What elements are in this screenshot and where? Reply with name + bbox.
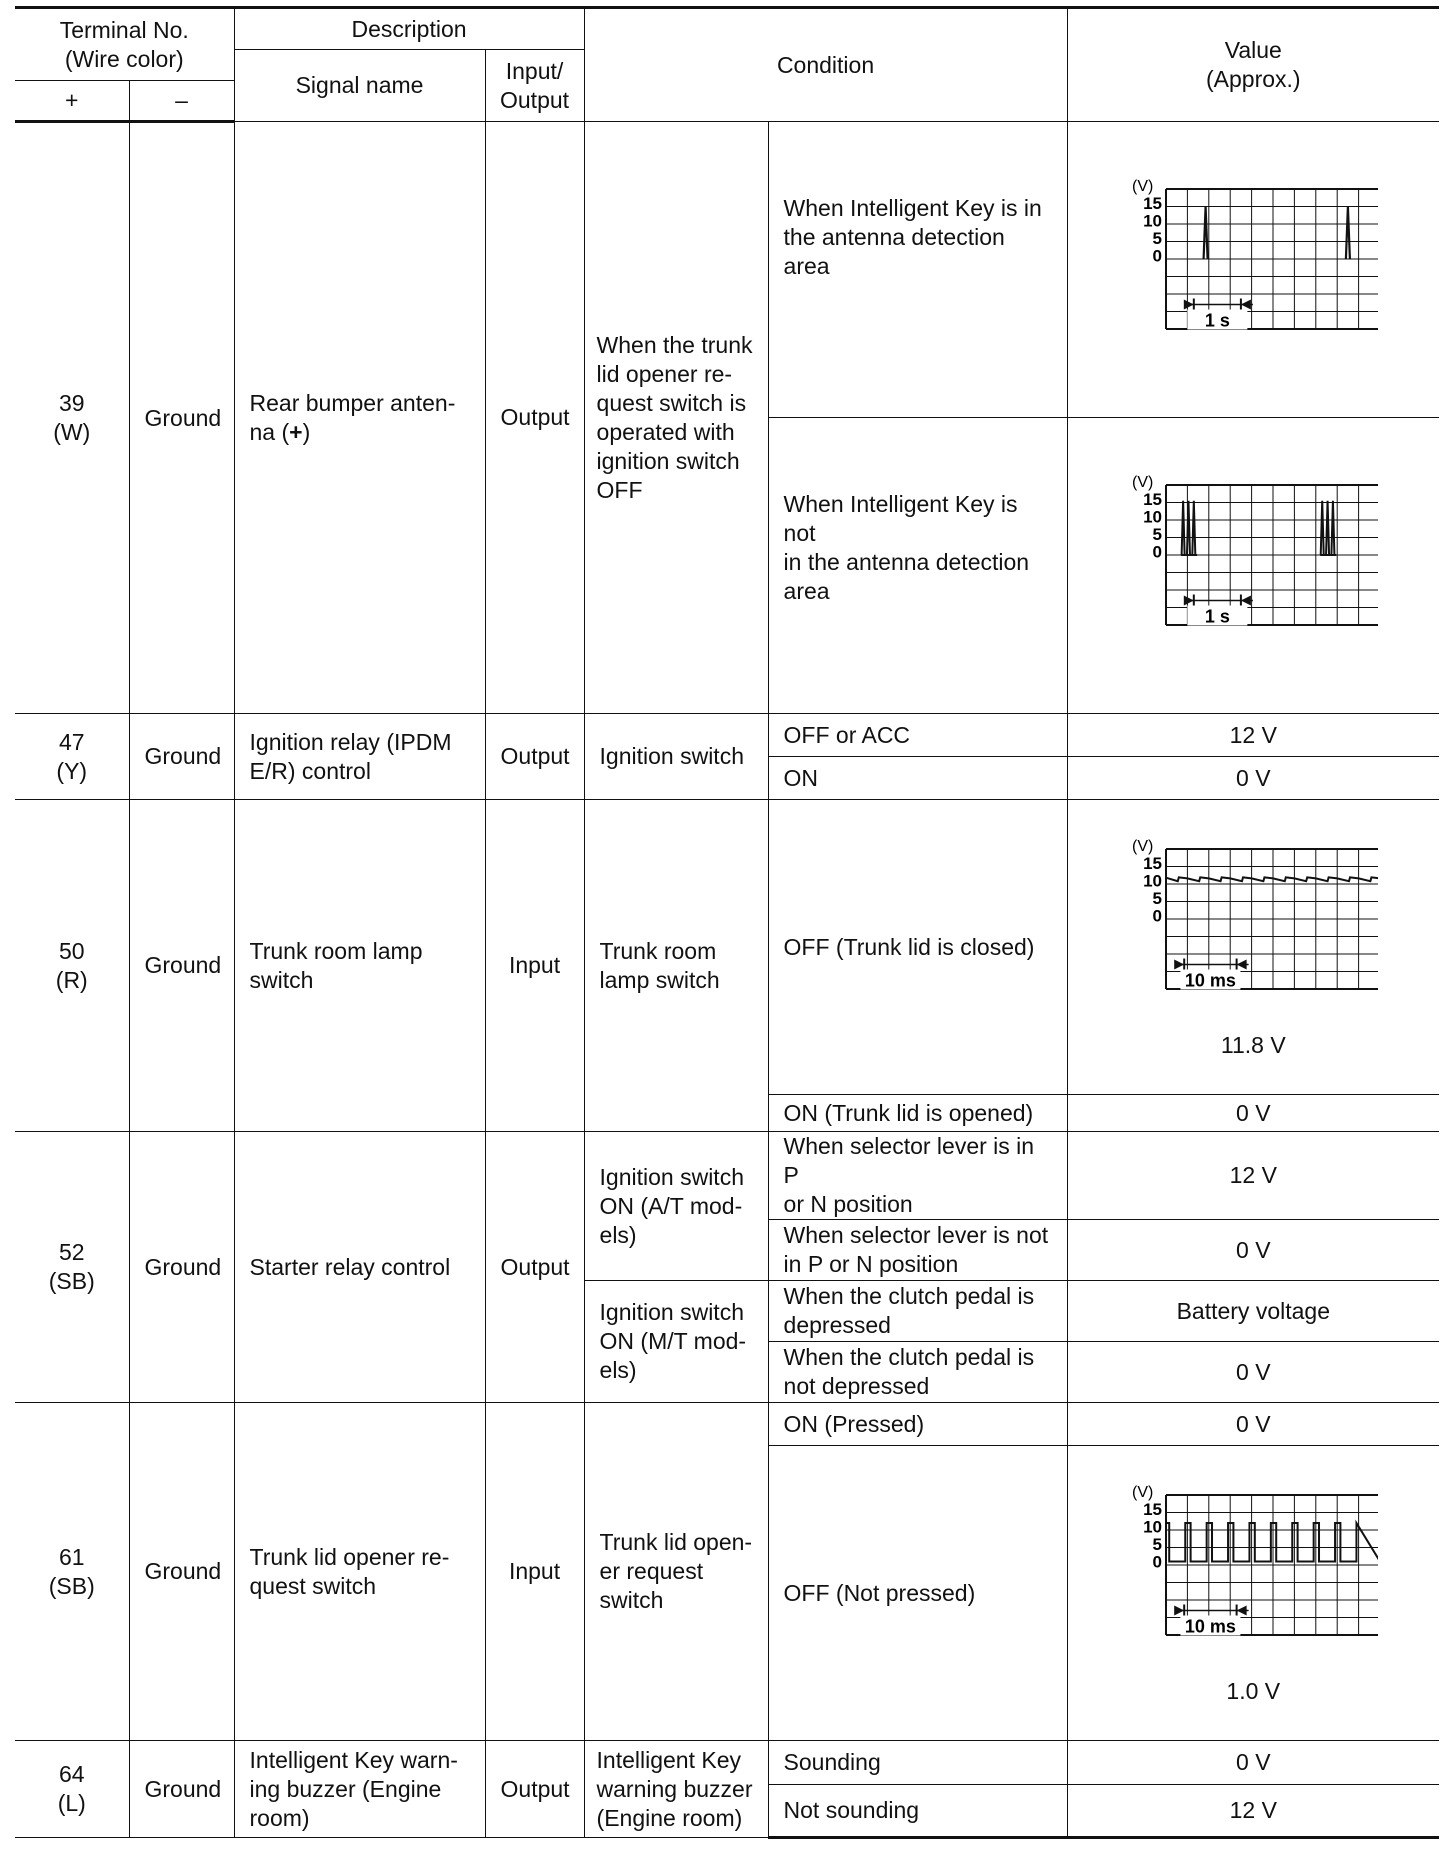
value-39-in-area xyxy=(1067,122,1439,418)
ground-52: Ground xyxy=(129,1132,234,1403)
ground-61: Ground xyxy=(129,1403,234,1741)
subcondition-line: When selector lever is in P xyxy=(783,1133,1035,1188)
time-marker-arrow xyxy=(1241,595,1251,605)
condition-50 xyxy=(584,800,768,1132)
terminal-number: 52 xyxy=(58,1239,85,1265)
condition-64 xyxy=(584,1741,768,1838)
waveform-61-off xyxy=(1128,1481,1378,1671)
terminal-number: 39 xyxy=(58,390,85,416)
value-47-on: 0 V xyxy=(1067,757,1439,800)
subcondition-line: When the clutch pedal is xyxy=(783,1344,1035,1370)
subcondition-50-off: OFF (Trunk lid is closed) xyxy=(768,800,1067,1095)
wire-color: (L) xyxy=(57,1790,86,1816)
condition-line: Intelligent Key xyxy=(596,1746,742,1773)
axis-tick-label: 15 xyxy=(1143,489,1163,509)
terminal-number: 50 xyxy=(58,937,85,964)
signal-line: Trunk lid opener re- xyxy=(249,1543,450,1570)
signal-61 xyxy=(234,1403,485,1741)
signal-line: E/R) control xyxy=(249,757,371,784)
axis-tick-label: 0 xyxy=(1152,906,1163,925)
ground-47: Ground xyxy=(129,714,234,800)
condition-line: ON (M/T mod- xyxy=(599,1328,747,1354)
row-50 xyxy=(15,800,1439,1095)
axis-tick-label: 10 xyxy=(1143,871,1163,890)
condition-line: quest switch is xyxy=(596,389,747,416)
wire-color: (Y) xyxy=(56,757,88,784)
subcondition-47-off: OFF or ACC xyxy=(768,714,1067,757)
subcondition-47-on: ON xyxy=(768,757,1067,800)
value-61-off-text: 1.0 V xyxy=(1226,1677,1281,1704)
io-39: Output xyxy=(485,122,584,714)
time-label: 10 ms xyxy=(1185,970,1237,990)
subcondition-line: When Intelligent Key is in xyxy=(783,195,1042,221)
row-52 xyxy=(15,1132,1439,1220)
axis-unit: (V) xyxy=(1132,177,1154,195)
axis-tick-label: 5 xyxy=(1152,524,1163,544)
value-64-sounding: 0 V xyxy=(1067,1741,1439,1785)
subcondition-line: depressed xyxy=(783,1312,891,1338)
terminal-52 xyxy=(15,1132,129,1403)
value-61-on: 0 V xyxy=(1067,1403,1439,1446)
wire-color: (R) xyxy=(55,966,88,993)
terminal-number: 64 xyxy=(58,1761,85,1787)
ground-39: Ground xyxy=(129,122,234,714)
header-io-line1: Input/ xyxy=(505,57,564,84)
header-value-line2: (Approx.) xyxy=(1205,66,1301,92)
subcondition-line: When selector lever is not xyxy=(783,1222,1049,1248)
terminal-61 xyxy=(15,1403,129,1741)
signal-52: Starter relay control xyxy=(234,1132,485,1403)
time-marker-arrow xyxy=(1174,1605,1184,1615)
value-50-off-text: 11.8 V xyxy=(1220,1031,1286,1058)
signal-line: na ( xyxy=(249,418,290,445)
terminal-50 xyxy=(15,800,129,1132)
header-minus: – xyxy=(129,81,234,122)
ground-50: Ground xyxy=(129,800,234,1132)
io-61: Input xyxy=(485,1403,584,1741)
time-marker-arrow xyxy=(1241,299,1251,309)
axis-unit: (V) xyxy=(1132,473,1154,491)
condition-line: lamp switch xyxy=(599,966,720,993)
condition-line: Trunk room xyxy=(599,937,717,964)
condition-39 xyxy=(584,122,768,714)
signal-39 xyxy=(234,122,485,714)
waveform-sawtooth xyxy=(1166,877,1378,881)
signal-plus: + xyxy=(289,418,303,445)
signal-line: Intelligent Key warn- xyxy=(249,1746,458,1773)
axis-tick-label: 5 xyxy=(1152,228,1163,248)
signal-47 xyxy=(234,714,485,800)
header-condition: Condition xyxy=(584,8,1067,122)
signal-64 xyxy=(234,1741,485,1838)
condition-52-mt xyxy=(584,1281,768,1403)
condition-line: Ignition switch xyxy=(599,1163,744,1190)
condition-61 xyxy=(584,1403,768,1741)
header-terminal-line1: Terminal No. xyxy=(59,16,189,43)
io-50: Input xyxy=(485,800,584,1132)
subcondition-line: area xyxy=(783,253,830,279)
condition-47: Ignition switch xyxy=(584,714,768,800)
signal-line: Rear bumper anten- xyxy=(249,389,456,416)
row-47 xyxy=(15,714,1439,757)
value-52-at-not-pn: 0 V xyxy=(1067,1220,1439,1281)
header-value-line1: Value xyxy=(1224,37,1282,63)
subcondition-line: the antenna detection xyxy=(783,224,1005,250)
io-64: Output xyxy=(485,1741,584,1838)
waveform-39-in-area xyxy=(1128,175,1378,365)
time-label: 1 s xyxy=(1205,310,1231,330)
condition-line: operated with xyxy=(596,418,735,445)
terminal-spec-table xyxy=(15,6,1439,1839)
terminal-64 xyxy=(15,1741,129,1838)
signal-line: Trunk room lamp xyxy=(249,937,423,964)
io-47: Output xyxy=(485,714,584,800)
subcondition-61-on: ON (Pressed) xyxy=(768,1403,1067,1446)
header-signal-name: Signal name xyxy=(234,50,485,122)
time-marker-arrow xyxy=(1174,959,1184,969)
row-61 xyxy=(15,1403,1439,1446)
signal-line: switch xyxy=(249,966,314,993)
wire-color: (SB) xyxy=(48,1268,95,1294)
axis-tick-label: 15 xyxy=(1143,1499,1163,1519)
condition-line: warning buzzer xyxy=(596,1775,753,1802)
subcondition-line: in the antenna detection xyxy=(783,549,1030,575)
value-52-at-pn: 12 V xyxy=(1067,1132,1439,1220)
subcondition-line: area xyxy=(783,578,830,604)
value-50-off xyxy=(1067,800,1439,1095)
waveform-39-not-in-area xyxy=(1128,471,1378,661)
subcondition-line: or N position xyxy=(783,1191,913,1217)
terminal-number: 61 xyxy=(58,1543,85,1570)
condition-line: lid opener re- xyxy=(596,360,733,387)
subcondition-39-in-area xyxy=(768,122,1067,418)
header-terminal-line2: (Wire color) xyxy=(64,45,184,72)
terminal-39 xyxy=(15,122,129,714)
time-marker-arrow xyxy=(1237,1605,1247,1615)
time-marker-arrow xyxy=(1184,299,1194,309)
header-io xyxy=(485,50,584,122)
value-50-on: 0 V xyxy=(1067,1095,1439,1132)
subcondition-line: not depressed xyxy=(783,1373,930,1399)
waveform-pulse xyxy=(1204,206,1350,259)
subcondition-64-sounding: Sounding xyxy=(768,1741,1067,1785)
value-47-off: 12 V xyxy=(1067,714,1439,757)
signal-line: room) xyxy=(249,1804,310,1831)
waveform-50-off xyxy=(1128,835,1378,1025)
subcondition-line: When Intelligent Key is not xyxy=(783,491,1018,546)
axis-tick-label: 0 xyxy=(1152,542,1163,561)
signal-line: Ignition relay (IPDM xyxy=(249,728,452,755)
condition-line: ignition switch xyxy=(596,447,740,474)
axis-tick-label: 10 xyxy=(1143,211,1163,230)
condition-line: switch xyxy=(599,1587,664,1613)
axis-tick-label: 5 xyxy=(1152,1534,1163,1554)
signal-line: quest switch xyxy=(249,1572,377,1599)
subcondition-50-on: ON (Trunk lid is opened) xyxy=(768,1095,1067,1132)
subcondition-52-mt-not-depressed xyxy=(768,1342,1067,1403)
subcondition-39-not-in-area xyxy=(768,418,1067,714)
wire-color: (W) xyxy=(53,419,91,445)
value-39-not-in-area xyxy=(1067,418,1439,714)
header-value xyxy=(1067,8,1439,122)
row-39 xyxy=(15,122,1439,418)
value-52-mt-not-depressed: 0 V xyxy=(1067,1342,1439,1403)
subcondition-line: in P or N position xyxy=(783,1251,959,1277)
terminal-number: 47 xyxy=(58,728,85,755)
waveform-square xyxy=(1166,1523,1378,1562)
header-description: Description xyxy=(234,8,584,50)
subcondition-52-mt-depressed xyxy=(768,1281,1067,1342)
time-label: 1 s xyxy=(1205,606,1231,626)
value-52-mt-depressed: Battery voltage xyxy=(1067,1281,1439,1342)
condition-line: (Engine room) xyxy=(596,1804,743,1831)
value-64-not-sounding: 12 V xyxy=(1067,1785,1439,1838)
signal-50 xyxy=(234,800,485,1132)
header-plus: + xyxy=(15,81,129,122)
terminal-47 xyxy=(15,714,129,800)
io-52: Output xyxy=(485,1132,584,1403)
condition-line: Trunk lid open- xyxy=(599,1529,753,1555)
ground-64: Ground xyxy=(129,1741,234,1838)
subcondition-52-at-pn xyxy=(768,1132,1067,1220)
signal-line: ) xyxy=(302,418,311,445)
axis-tick-label: 10 xyxy=(1143,507,1163,526)
axis-tick-label: 0 xyxy=(1152,246,1163,265)
condition-line: OFF xyxy=(596,476,643,503)
header-terminal xyxy=(15,8,234,81)
time-label: 10 ms xyxy=(1185,1616,1237,1636)
axis-tick-label: 15 xyxy=(1143,193,1163,213)
axis-tick-label: 5 xyxy=(1152,888,1163,908)
condition-line: Ignition switch xyxy=(599,1299,744,1325)
header-io-line2: Output xyxy=(500,86,570,113)
subcondition-64-not-sounding: Not sounding xyxy=(768,1785,1067,1838)
axis-tick-label: 15 xyxy=(1143,853,1163,873)
condition-line: When the trunk xyxy=(596,331,753,358)
time-marker-arrow xyxy=(1237,959,1247,969)
row-64 xyxy=(15,1741,1439,1785)
subcondition-line: When the clutch pedal is xyxy=(783,1283,1035,1309)
axis-unit: (V) xyxy=(1132,837,1154,855)
subcondition-52-at-not-pn xyxy=(768,1220,1067,1281)
axis-unit: (V) xyxy=(1132,1483,1154,1501)
condition-line: ON (A/T mod- xyxy=(599,1192,743,1219)
subcondition-61-off: OFF (Not pressed) xyxy=(768,1446,1067,1741)
value-61-off xyxy=(1067,1446,1439,1741)
wire-color: (SB) xyxy=(48,1572,95,1599)
axis-tick-label: 0 xyxy=(1152,1552,1163,1571)
signal-line: ing buzzer (Engine xyxy=(249,1775,442,1802)
condition-line: er request xyxy=(599,1558,704,1584)
condition-line: els) xyxy=(599,1357,637,1383)
waveform-burst xyxy=(1181,500,1336,554)
time-marker-arrow xyxy=(1184,595,1194,605)
axis-tick-label: 10 xyxy=(1143,1517,1163,1536)
condition-line: els) xyxy=(599,1221,637,1248)
condition-52-at xyxy=(584,1132,768,1281)
